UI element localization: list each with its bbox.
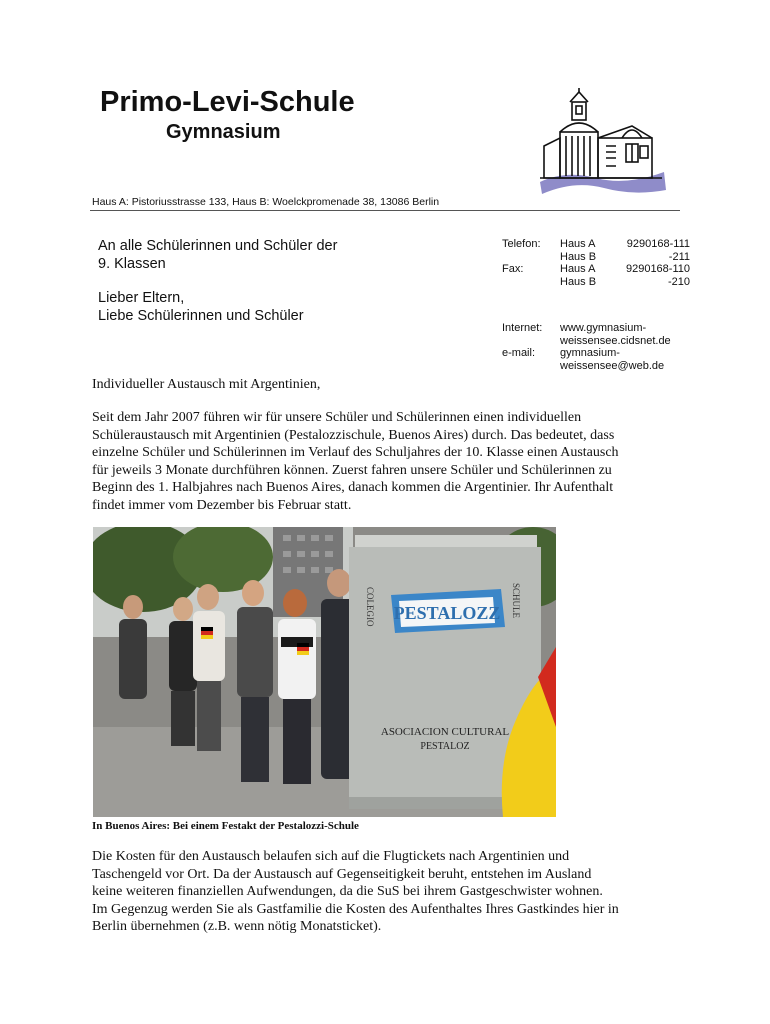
paragraph-line: einzelne Schüler und Schülerinnen im Verlauf des Schuljahres der 10. Klasse einen Austausch [92, 445, 619, 461]
paragraph-line: Berlin übernehmen (z.B. wenn nötig Monatsticket). [92, 919, 382, 935]
paragraph-line: Beginn des 1. Halbjahres nach Buenos Aires, danach kommen die Argentinier. Ihr Aufenthalt [92, 480, 614, 496]
fax-number: 9290168-110 [625, 263, 690, 275]
banner-left-text: COLEGIO [365, 587, 375, 627]
email-line: weissensee@web.de [560, 359, 665, 372]
greeting-line: Lieber Eltern, [98, 290, 185, 306]
website-line: www.gymnasium- [560, 322, 647, 334]
internet-label: Internet: [502, 322, 543, 334]
greeting-line: Liebe Schülerinnen und Schüler [98, 308, 304, 324]
phone-number: -211 [668, 251, 690, 263]
recipient-line: 9. Klassen [98, 256, 166, 272]
phone-number: 9290168-111 [626, 238, 690, 250]
email-line: gymnasium- [560, 347, 620, 359]
school-name: Primo-Levi-Schule [100, 86, 355, 118]
telefon-label: Telefon: [502, 238, 541, 250]
haus-label: Haus A [560, 263, 596, 275]
haus-label: Haus B [560, 251, 597, 263]
recipient-line: An alle Schülerinnen und Schüler der [98, 238, 338, 254]
school-building-logo [536, 86, 670, 198]
paragraph-costs [92, 848, 692, 936]
festival-photo [93, 527, 556, 817]
paragraph-line: Seit dem Jahr 2007 führen wir für unsere Schüler und Schülerinnen einen individuellen [92, 410, 582, 425]
paragraph-line: Im Gegenzug werden Sie als Gastfamilie die Kosten des Aufenthaltes Ihres Gastkindes hier in [92, 901, 619, 917]
logo-wave [540, 172, 666, 194]
website-link[interactable] [560, 322, 671, 347]
banner-top-text: PESTALOZZ [393, 603, 501, 623]
letter-subject: Individueller Austausch mit Argentinien, [92, 377, 321, 392]
website-line: weissensee.cidsnet.de [560, 334, 671, 347]
greeting-block [98, 289, 304, 325]
recipient-block [98, 237, 337, 273]
paragraph-line: keine weiteren finanziellen Aufwendungen, da die SuS bei ihrem Gastgeschwister wohnen. [92, 884, 603, 900]
fax-number: -210 [667, 276, 690, 288]
email-link[interactable] [560, 347, 664, 372]
haus-label: Haus A [560, 238, 596, 250]
school-address: Haus A: Pistoriusstrasse 133, Haus B: Woelckpromenade 38, 13086 Berlin [92, 196, 440, 208]
paragraph-line: Taschengeld vor Ort. Da der Austausch auf Gegenseitigkeit beruht, entstehen im Ausland [92, 866, 592, 882]
fax-label: Fax: [502, 263, 524, 275]
banner-right-text: SCHULE [511, 583, 521, 619]
banner-bottom-line1: ASOCIACION CULTURAL [380, 726, 510, 738]
haus-label: Haus B [560, 276, 597, 288]
photo-caption: In Buenos Aires: Bei einem Festakt der Pestalozzi-Schule [92, 820, 359, 832]
paragraph-line: für jeweils 3 Monate durchführen können. Zuerst fahren unsere Schüler und Schülerinnen zu [92, 462, 612, 478]
banner-bottom-line2: PESTALOZ [420, 741, 470, 752]
paragraph-line: Die Kosten für den Austausch belaufen sich auf die Flugtickets nach Argentinien und [92, 849, 570, 864]
paragraph-exchange-intro [92, 409, 692, 515]
paragraph-line: findet immer vom Dezember bis Februar statt. [92, 497, 352, 513]
header-divider [90, 210, 680, 211]
email-label: e-mail: [502, 347, 536, 359]
school-type: Gymnasium [166, 121, 281, 143]
paragraph-line: Schüleraustausch mit Argentinien (Pestalozzischule, Buenos Aires) durch. Das bedeutet, dass [92, 427, 615, 443]
